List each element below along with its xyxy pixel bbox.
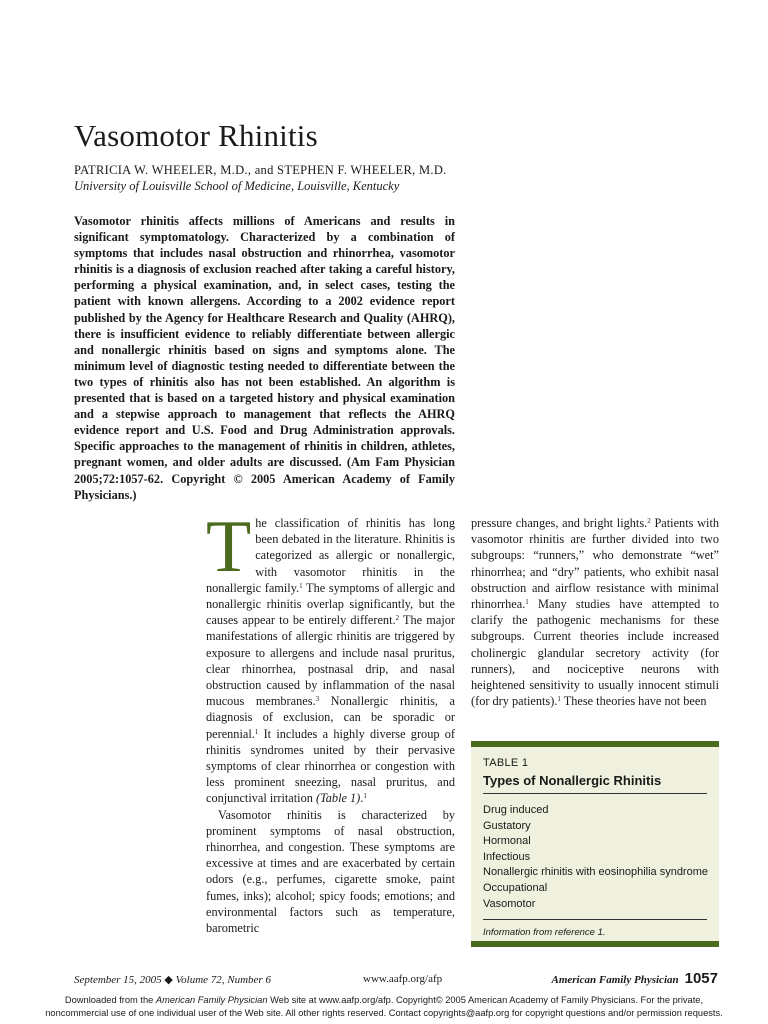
list-item: Hormonal — [483, 835, 531, 848]
page-footer — [74, 970, 718, 988]
text-run: Many studies have attempted to clarify the pathogenic mechanisms for these subgroups. Current theories include increased cholinergic glandular secretory activity (for runners), and nociceptive neurons with heightened sensitivity to usually innocent stimuli (for dry patients). — [471, 597, 719, 709]
citation-ref: 1 — [363, 792, 367, 801]
citation-ref: 2 — [647, 517, 651, 525]
text-run: Patients with vasomotor rhinitis are further divided into two subgroups: “runners,” who demonstrate “wet” rhinorrhea; and “dry” patients, who exhibit nasal obstruction and airflow resistance with minimal rhinorrhea. — [471, 516, 720, 612]
journal-page — [552, 970, 719, 987]
table-1-box — [471, 741, 719, 947]
article-title: Vasomotor Rhinitis — [74, 118, 318, 153]
text-run: These theories have not been — [560, 694, 707, 709]
author-line: PATRICIA W. WHEELER, M.D., and STEPHEN F. WHEELER, M.D. — [74, 163, 447, 177]
download-notice — [40, 994, 728, 1020]
list-item: Vasomotor — [483, 897, 536, 910]
text-run: The symptoms of allergic and nonallergic rhinitis overlap significantly, but the causes appear to be entirely different. — [206, 580, 455, 628]
citation-ref: 1 — [299, 581, 303, 590]
list-item: Drug induced — [483, 804, 549, 816]
text-run: Web site at www.aafp.org/afp. Copyright© 2005 American Academy of Family Physicians. For the private, noncommercial use of one individual user of the Web site. All other rights reserved. Contact copyrights@aafp.org for copyright questions and/or permission requests. — [45, 995, 723, 1018]
page-number: 1057 — [684, 970, 718, 987]
citation-ref: 1 — [525, 598, 529, 607]
text-run: Downloaded from the — [64, 995, 156, 1005]
table-list — [483, 803, 708, 912]
body-paragraph-3 — [471, 515, 719, 709]
table-footnote: Information from reference 1. — [483, 927, 606, 938]
text-run: he classification of rhinitis has long been debated in the literature. Rhinitis is categorized as allergic or nonallergic, with vasomotor rhinitis in the nonallergic family. — [206, 516, 455, 595]
table-label: TABLE 1 — [483, 757, 529, 769]
body-column-left — [206, 506, 456, 936]
body-column-right — [471, 515, 719, 709]
citation-ref: 1 — [557, 695, 561, 704]
text-run: Nonallergic rhinitis, a diagnosis of exclusion, can be sporadic or perennial. — [206, 694, 456, 741]
issue-date: September 15, 2005 ◆ Volume 72, Number 6 — [74, 974, 271, 986]
text-run: It includes a highly diverse group of rhinitis syndromes united by their pervasive symptoms of clear rhinorrhea or congestion with less prominent sneezing, nasal pruritus, and conjunctival irritation — [206, 726, 455, 806]
list-item: Infectious — [483, 850, 531, 863]
list-item: Gustatory — [483, 819, 531, 832]
text-run: The major manifestations of allergic rhinitis are triggered by exposure to allergens and include nasal pruritus, clear rhinorrhea, postnasal drip, and nasal obstruction caused by inflammation of the nasal mucous membranes. — [206, 613, 455, 709]
journal-name: American Family Physician — [551, 974, 679, 986]
affiliation: University of Louisville School of Medicine, Louisville, Kentucky — [74, 179, 400, 193]
drop-cap: T — [206, 506, 252, 588]
citation-ref: 1 — [254, 727, 259, 736]
body-paragraph-1 — [206, 506, 456, 807]
journal-url[interactable]: www.aafp.org/afp — [363, 973, 443, 985]
list-item: Nonallergic rhinitis with eosinophilia syndrome — [483, 866, 708, 879]
text-run: . — [360, 791, 364, 806]
table-divider — [483, 793, 707, 794]
table-link[interactable]: (Table 1) — [315, 791, 361, 806]
text-run: pressure changes, and bright lights. — [471, 516, 648, 530]
citation-ref: 2 — [395, 614, 400, 623]
table-divider — [483, 919, 707, 920]
citation-ref: 3 — [315, 695, 320, 704]
abstract: Vasomotor rhinitis affects millions of Americans and results in significant symptomatology. Characterized by a combination of symptoms that includes nasal obstruction and rhinorrhea, vasomotor rhinitis is a diagnosis of exclusion reached after taking a careful history, performing a physical examination, and, in select cases, testing the patient with known allergens. According to a 2002 evidence report published by the Agency for Healthcare Research and Quality (AHRQ), there is insufficient evidence to reliably differentiate between allergic and nonallergic rhinitis based on signs and symptoms alone. The minimum level of diagnostic testing needed to differentiate between the two types of rhinitis also has not been established. An algorithm is presented that is based on a targeted history and physical examination and a stepwise approach to management that reflects the AHRQ evidence report and U.S. Food and Drug Administration approvals. Specific approaches to the management of rhinitis in children, athletes, pregnant women, and older adults are discussed. (Am Fam Physician 2005;72:1057-62. Copyright © 2005 American Academy of Family Physicians.) — [74, 214, 455, 502]
body-paragraph-2: Vasomotor rhinitis is characterized by prominent symptoms of nasal obstruction, rhinorrhea, and congestion. These symptoms are excessive at times and are exacerbated by certain odors (e.g., perfumes, cigarette smoke, paint fumes, inks); alcohol; spicy foods; emotions; and environmental factors such as temperature, barometric — [206, 807, 455, 936]
table-title: Types of Nonallergic Rhinitis — [483, 773, 662, 788]
list-item: Occupational — [483, 881, 548, 894]
journal-name: American Family Physician — [155, 995, 268, 1005]
